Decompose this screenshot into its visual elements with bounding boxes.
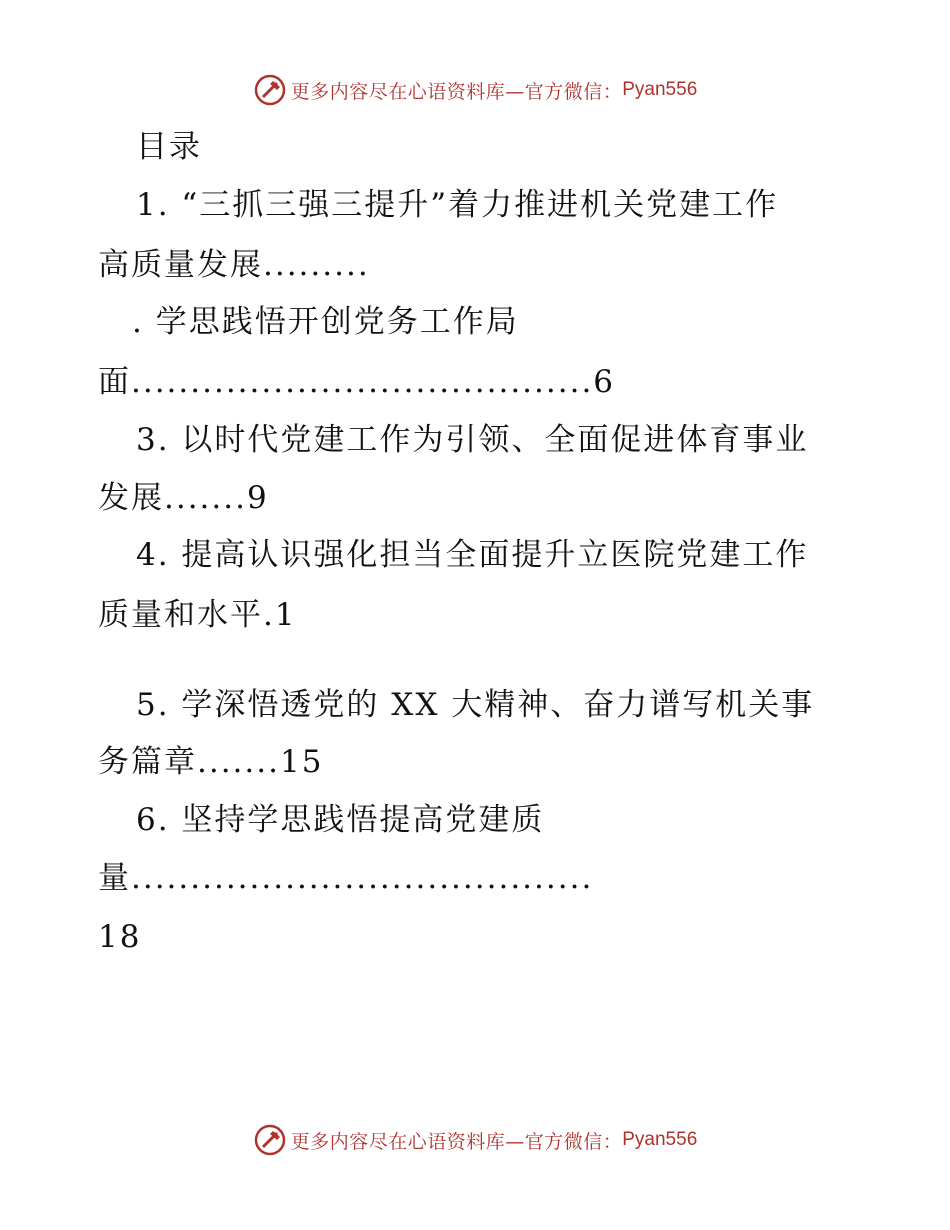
logo-icon	[253, 1123, 287, 1157]
toc-line: 4. 提高认识强化担当全面提升立医院党建工作	[136, 537, 809, 573]
footer-banner	[0, 1120, 950, 1160]
banner-text: 更多内容尽在心语资料库—	[290, 1130, 525, 1153]
banner-wechat-id: Pyan556	[622, 79, 698, 100]
toc-title: 目录	[136, 129, 202, 165]
banner-wechat-label: 官方微信：	[524, 1130, 623, 1153]
toc-line: 1. “三抓三强三提升”着力推进机关党建工作	[136, 187, 779, 223]
toc-line: 务篇章.......15	[98, 744, 324, 780]
toc-line: 面.......................................6	[98, 364, 616, 400]
toc-line: 6. 坚持学思践悟提高党建质	[136, 802, 545, 838]
toc-line: 5. 学深悟透党的 XX 大精神、奋力谱写机关事	[136, 687, 815, 723]
banner-text: 更多内容尽在心语资料库—	[290, 80, 525, 103]
toc-line: 质量和水平.1	[98, 597, 297, 633]
toc-line: 发展.......9	[98, 480, 269, 516]
toc-line: 18	[98, 919, 142, 955]
toc-line: 3. 以时代党建工作为引领、全面促进体育事业	[136, 422, 809, 458]
logo-icon	[253, 73, 287, 107]
toc-line: . 学思践悟开创党务工作局	[132, 304, 519, 340]
header-banner	[0, 70, 950, 110]
toc-line: 高质量发展.........	[98, 247, 370, 283]
toc-line: 量.......................................	[98, 860, 594, 896]
banner-wechat-label: 官方微信：	[524, 80, 623, 103]
banner-wechat-id: Pyan556	[622, 1129, 698, 1150]
